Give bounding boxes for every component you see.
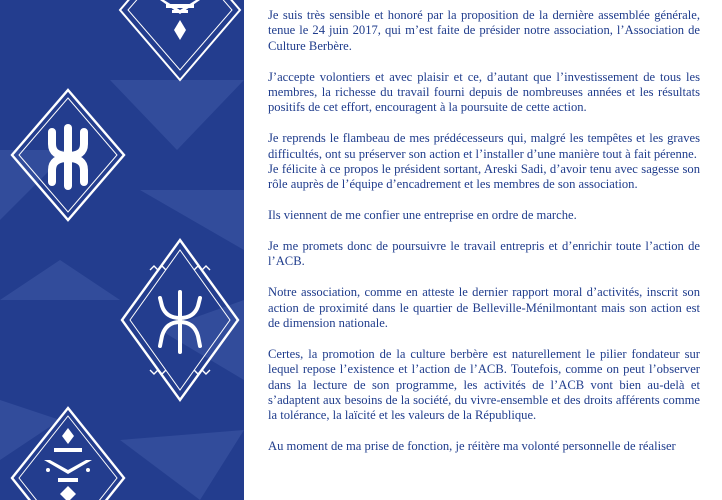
paragraph-order: Ils viennent de me confier une entreprise en ordre de marche. (268, 208, 577, 223)
top-diamond-motif (120, 0, 240, 80)
paragraph-association: Notre association, comme en atteste le dernier rapport moral d’activités, inscrit son action de proximité dans le quartier de Belleville-Ménilmontant mais son action est de dimension nationale. (268, 285, 700, 331)
top-motif-icon (160, 0, 200, 40)
berber-motif-icon (44, 428, 92, 500)
background-triangles (0, 80, 244, 500)
paragraph-acceptance-intro: Je suis très sensible et honoré par la proposition de la dernière assemblée générale, tenue le 24 juin 2017, qui m’est faite de présider notre association, l’Association de Culture Berbère. (268, 8, 700, 53)
paragraph-thanks-president: Je félicite à ce propos le président sortant, Areski Sadi, d’avoir tenu avec sagesse son rôle auprès de l’équipe d’encadrement et les membres de son association. (268, 162, 700, 192)
paragraph-predecessors: Je reprends le flambeau de mes prédécesseurs qui, malgré les tempêtes et les graves difficultés, ont su préserver son action et l’installer d’une manière tout à fait pérenne. (268, 131, 700, 161)
decorative-side-banner (0, 0, 244, 500)
paragraph-acceptance: J’accepte volontiers et avec plaisir et ce, d’autant que l’investissement de tous les membres, la richesse du travail fourni depuis de nombreuses années et les résultats positifs de cet effort, encouragent à la poursuite de cette action. (268, 69, 700, 115)
yaz-icon (52, 128, 84, 186)
berber-pattern-graphic (0, 0, 244, 500)
paragraph-promise: Je me promets donc de poursuivre le travail entrepris et d’enrichir toute l’action de l’ACB. (268, 239, 700, 269)
paragraph-berber-culture: Certes, la promotion de la culture berbère est naturellement le pilier fondateur sur lequel repose l’existence et l’action de l’ACB. Toutefois, comme on peut l’observer dans la lecture de son programme, les activités de l’ACB vont bien au-delà et s’adaptent aux besoins de la société, du vivre-ensemble et des droits afférents comme la tolérance, la laïcité et les valeurs de la République. (268, 346, 700, 423)
paragraph-closing: Au moment de ma prise de fonction, je réitère ma volonté personnelle de réaliser (268, 439, 676, 454)
letter-body (268, 8, 700, 470)
